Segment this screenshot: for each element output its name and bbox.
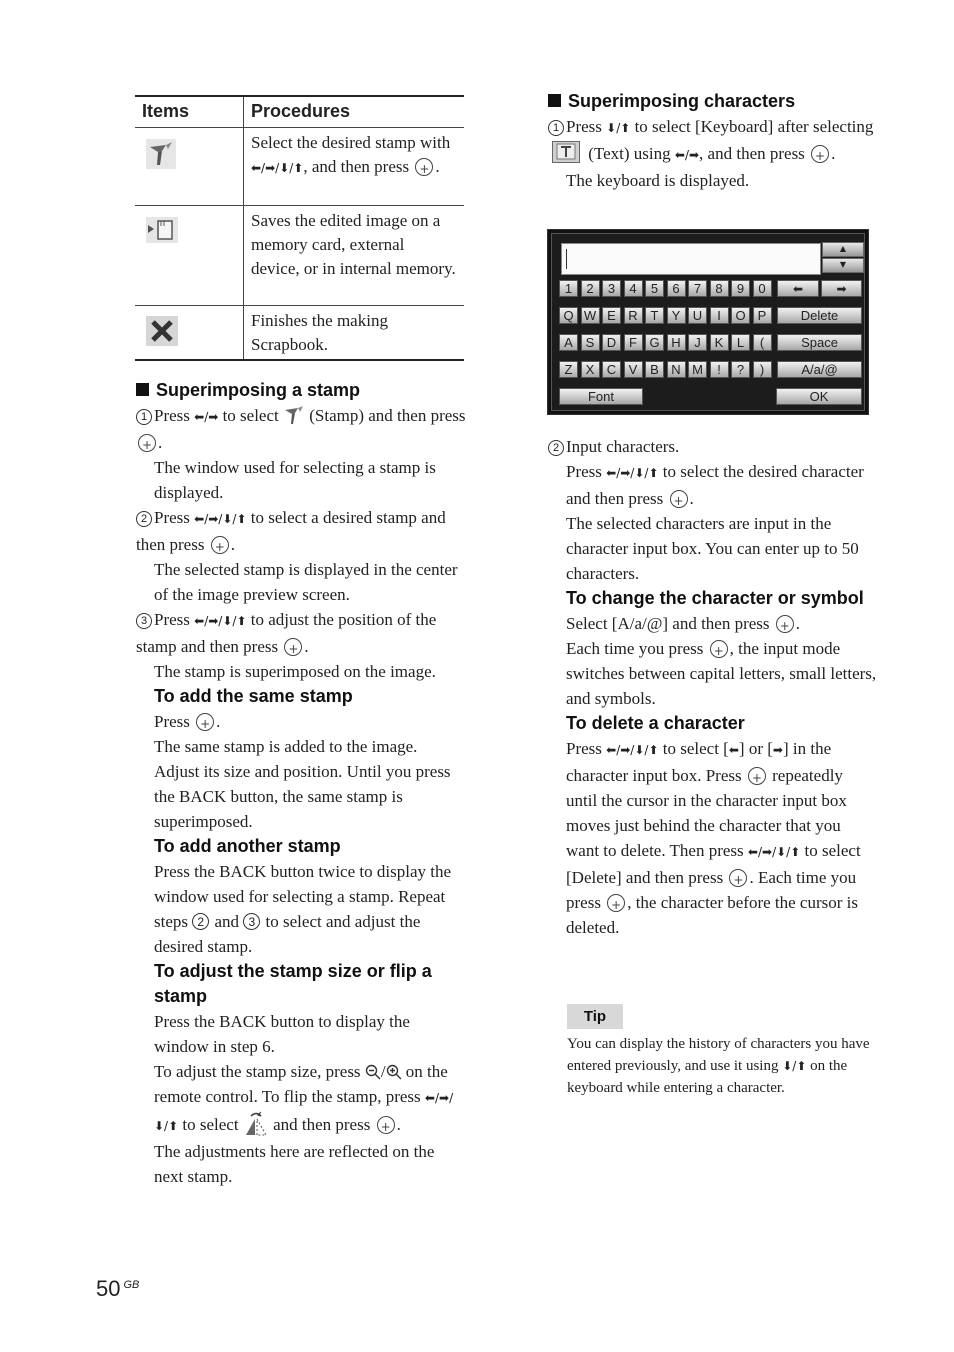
enter-button-icon bbox=[415, 158, 433, 176]
arrow-keys-icon: ⬇/⬆ bbox=[782, 1059, 807, 1073]
key-2-9[interactable]: ( bbox=[753, 334, 772, 351]
arrow-keys-icon: ⬅/➡ bbox=[194, 410, 219, 424]
key-1-3[interactable]: R bbox=[624, 307, 643, 324]
save-icon bbox=[146, 217, 178, 243]
text-cursor bbox=[566, 249, 567, 269]
arrow-keys-icon: ⬅/➡/⬇/⬆ bbox=[606, 743, 659, 757]
enter-button-icon bbox=[811, 145, 829, 163]
key-3-6[interactable]: M bbox=[688, 361, 707, 378]
tip-label: Tip bbox=[567, 1004, 623, 1029]
key-3-5[interactable]: N bbox=[667, 361, 686, 378]
key-2-4[interactable]: G bbox=[645, 334, 664, 351]
arrow-keys-icon: ⬅/➡/⬇/⬆ bbox=[606, 466, 659, 480]
right-column-lower: 2 Input characters. Press ⬅/➡/⬇/⬆ to select the desired character and then press +. The selected characters are input in the character input box. You can enter up to 50 characters. To change the character or symbol Select [A/a/@] and then press +. Each time you press +, the input mode switches between capital letters, small letters, and symbols. To delete a character Press ⬅/➡/⬇/⬆ to select [⬅] or [➡] in the character input box. Press + repeatedly until the cursor in the character input box moves just behind the character that you want to delete. Then press ⬅/➡/⬇/⬆ to select [Delete] and then press +. Each time you press +, the character before the cursor is deleted. bbox=[548, 434, 878, 940]
enter-button-icon bbox=[729, 869, 747, 887]
flip-icon bbox=[243, 1111, 269, 1137]
table-row: Saves the edited image on a memory card, external device, or in internal memory. bbox=[135, 206, 464, 306]
step-2: 2 Press ⬅/➡/⬇/⬆ to select a desired stamp and then press +. bbox=[136, 505, 466, 557]
enter-button-icon bbox=[377, 1116, 395, 1134]
right-arrow-icon: ➡ bbox=[772, 743, 783, 757]
table-cell-icon bbox=[135, 206, 244, 306]
key-1-6[interactable]: U bbox=[688, 307, 707, 324]
subheading-delete-character: To delete a character bbox=[566, 713, 745, 733]
subheading-another-stamp: To add another stamp bbox=[154, 836, 341, 856]
key-2-1[interactable]: S bbox=[581, 334, 600, 351]
table-header-procedures: Procedures bbox=[244, 96, 465, 128]
arrow-keys-icon: ⬅/➡/⬇/⬆ bbox=[747, 845, 801, 859]
key-3-3[interactable]: V bbox=[624, 361, 643, 378]
key-2-6[interactable]: J bbox=[688, 334, 707, 351]
text-icon bbox=[552, 141, 580, 163]
table-cell-icon bbox=[135, 128, 244, 206]
arrow-keys-icon: ⬅/➡/⬇/⬆ bbox=[194, 512, 247, 526]
step-3: 3 Press ⬅/➡/⬇/⬆ to adjust the position of the stamp and then press +. bbox=[136, 607, 466, 659]
key-1-9[interactable]: P bbox=[753, 307, 772, 324]
subheading-adjust-stamp: To adjust the stamp size or flip a stamp bbox=[154, 961, 432, 1006]
key-1-8[interactable]: O bbox=[731, 307, 750, 324]
key-3-1[interactable]: X bbox=[581, 361, 600, 378]
left-column: Superimposing a stamp 1 Press ⬅/➡ to select (Stamp) and then press +. The window used for selecting a stamp is displayed. 2 Press ⬅/➡/⬇/⬆ to select a desired stamp and then press +. The selected stamp is displayed in the center of the image preview screen. 3 Press ⬅/➡/⬇/⬆ to adjust the position of the stamp and then press +. The stamp is superimposed on the image. To add the same stamp Press +. The same stamp is added to the image. Adjust its size and position. Until you press the BACK button, the same stamp is superimposed. To add another stamp Press the BACK button twice to display the window used for selecting a stamp. Repeat steps 2 and 3 to select and adjust the desired stamp. To adjust the stamp size or flip a stamp Press the BACK button to display the window in step 6. To adjust the stamp size, press / on the remote control. To flip the stamp, press ⬅/➡/⬇/⬆ to select and then press +. The adjustments here are reflected on the next stamp. bbox=[136, 378, 466, 1189]
left-arrow-icon: ⬅ bbox=[728, 743, 739, 757]
history-down-button[interactable]: ▼ bbox=[822, 258, 864, 273]
cursor-right-key[interactable]: ➡ bbox=[821, 280, 862, 297]
subheading-same-stamp: To add the same stamp bbox=[154, 686, 353, 706]
enter-button-icon bbox=[607, 894, 625, 912]
key-3-0[interactable]: Z bbox=[559, 361, 578, 378]
zoom-out-icon bbox=[365, 1064, 381, 1080]
key-3-9[interactable]: ) bbox=[753, 361, 772, 378]
cursor-left-key[interactable]: ⬅ bbox=[777, 280, 819, 297]
key-2-8[interactable]: L bbox=[731, 334, 750, 351]
key-2-0[interactable]: A bbox=[559, 334, 578, 351]
arrow-keys-icon: ⬅/➡/⬇/⬆ bbox=[194, 614, 247, 628]
stamp-icon bbox=[283, 405, 305, 425]
character-input-box[interactable] bbox=[561, 243, 821, 275]
key-0-0[interactable]: 1 bbox=[559, 280, 578, 297]
step-2: 2 Input characters. bbox=[548, 434, 878, 459]
key-2-7[interactable]: K bbox=[710, 334, 729, 351]
key-0-1[interactable]: 2 bbox=[581, 280, 600, 297]
key-2-5[interactable]: H bbox=[667, 334, 686, 351]
key-2-3[interactable]: F bbox=[624, 334, 643, 351]
key-3-2[interactable]: C bbox=[602, 361, 621, 378]
enter-button-icon bbox=[211, 536, 229, 554]
tip-text: You can display the history of characters you have entered previously, and use it using ⬇/⬆ on the keyboard while entering a character. bbox=[567, 1036, 870, 1096]
key-0-9[interactable]: 0 bbox=[753, 280, 772, 297]
delete-key[interactable]: Delete bbox=[777, 307, 862, 324]
procedures-table bbox=[135, 95, 464, 361]
step-1: 1 Press ⬅/➡ to select (Stamp) and then press +. bbox=[136, 403, 466, 455]
stamp-icon bbox=[146, 139, 176, 169]
table-row: Finishes the making Scrapbook. bbox=[135, 306, 464, 361]
zoom-in-icon bbox=[386, 1064, 402, 1080]
page-number: 50 $^{GB}$ bbox=[96, 1276, 140, 1301]
close-icon bbox=[146, 316, 178, 346]
arrow-keys-icon: ⬅/➡ bbox=[674, 148, 700, 162]
enter-button-icon bbox=[284, 638, 302, 656]
section-heading: Superimposing a stamp bbox=[136, 378, 466, 403]
key-0-8[interactable]: 9 bbox=[731, 280, 750, 297]
enter-button-icon bbox=[776, 615, 794, 633]
key-0-4[interactable]: 5 bbox=[645, 280, 664, 297]
space-key[interactable]: Space bbox=[777, 334, 862, 351]
key-2-2[interactable]: D bbox=[602, 334, 621, 351]
key-0-7[interactable]: 8 bbox=[710, 280, 729, 297]
enter-button-icon bbox=[196, 713, 214, 731]
key-0-3[interactable]: 4 bbox=[624, 280, 643, 297]
key-3-7[interactable]: ! bbox=[710, 361, 729, 378]
key-1-2[interactable]: E bbox=[602, 307, 621, 324]
key-0-5[interactable]: 6 bbox=[667, 280, 686, 297]
arrow-keys-icon: ⬅/➡/⬇/⬆ bbox=[154, 1091, 454, 1133]
arrow-keys-icon: ⬅/➡/⬇/⬆ bbox=[251, 161, 304, 175]
step-1: 1 Press ⬇/⬆ to select [Keyboard] after selecting (Text) using ⬅/➡, and then press +. bbox=[548, 114, 878, 168]
key-1-4[interactable]: T bbox=[645, 307, 664, 324]
keyboard-screenshot bbox=[547, 229, 869, 415]
key-1-0[interactable]: Q bbox=[559, 307, 578, 324]
table-cell-icon bbox=[135, 306, 244, 361]
key-0-2[interactable]: 3 bbox=[602, 280, 621, 297]
key-1-1[interactable]: W bbox=[581, 307, 600, 324]
right-column: Superimposing characters 1 Press ⬇/⬆ to select [Keyboard] after selecting (Text) using ⬅/➡, and then press +. The keyboard is displayed. bbox=[548, 89, 878, 193]
font-button[interactable]: Font bbox=[559, 388, 643, 405]
arrow-keys-icon: ⬇/⬆ bbox=[606, 121, 631, 135]
history-up-button[interactable]: ▲ bbox=[822, 242, 864, 257]
mode-key[interactable]: A/a/@ bbox=[777, 361, 862, 378]
table-header-items: Items bbox=[135, 96, 244, 128]
subheading-change-character: To change the character or symbol bbox=[566, 588, 864, 608]
key-3-8[interactable]: ? bbox=[731, 361, 750, 378]
enter-button-icon bbox=[138, 434, 156, 452]
enter-button-icon bbox=[748, 767, 766, 785]
section-heading: Superimposing characters bbox=[548, 89, 878, 114]
ok-button[interactable]: OK bbox=[776, 388, 862, 405]
key-0-6[interactable]: 7 bbox=[688, 280, 707, 297]
key-3-4[interactable]: B bbox=[645, 361, 664, 378]
key-1-7[interactable]: I bbox=[710, 307, 729, 324]
table-row: Select the desired stamp with ⬅/➡/⬇/⬆, and then press +. bbox=[135, 128, 464, 206]
enter-button-icon bbox=[710, 640, 728, 658]
enter-button-icon bbox=[670, 490, 688, 508]
key-1-5[interactable]: Y bbox=[667, 307, 686, 324]
